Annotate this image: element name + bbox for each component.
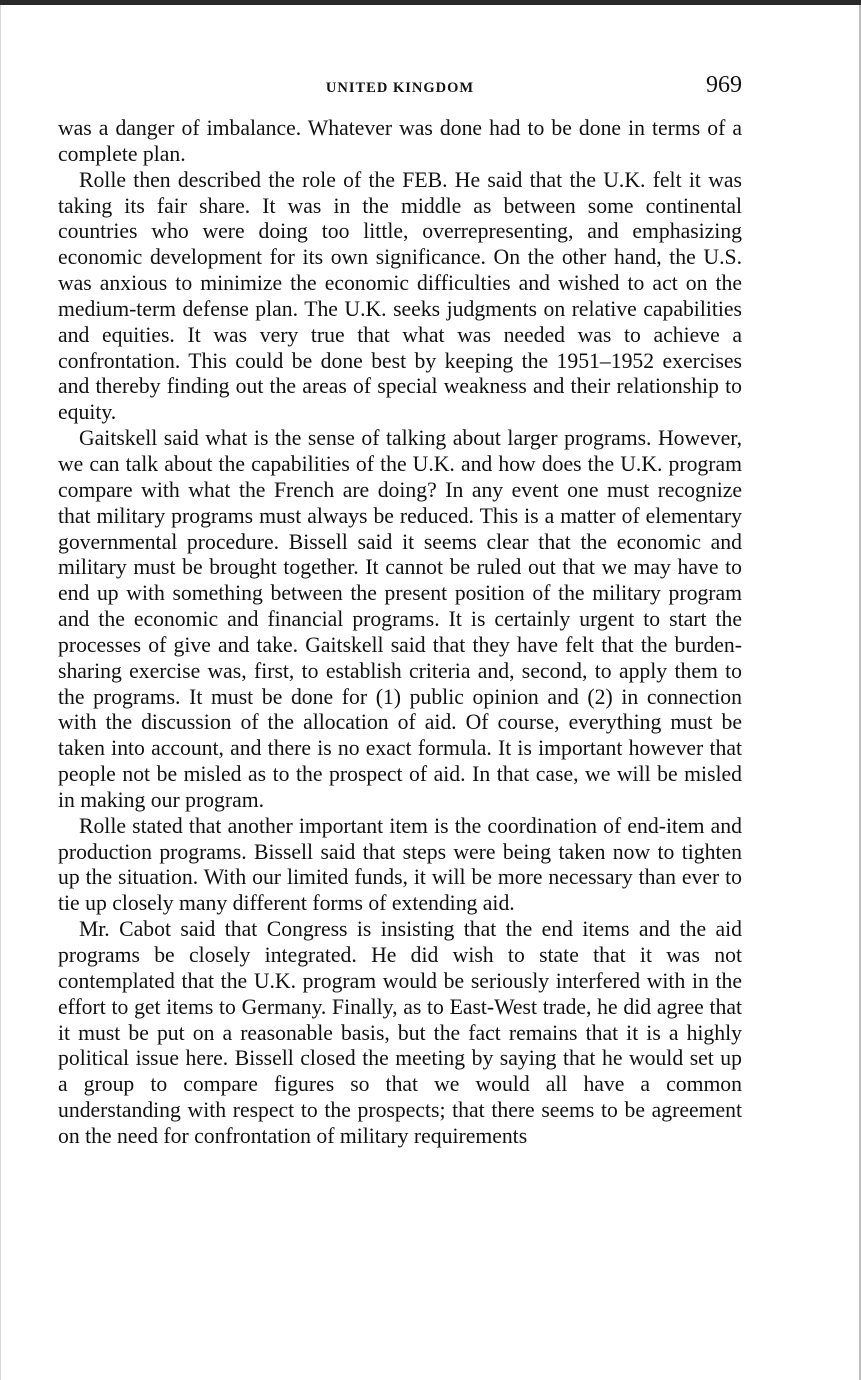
page-number: 969 bbox=[706, 72, 742, 98]
body-text bbox=[58, 116, 742, 1150]
paragraph-rolle-feb: Rolle then described the role of the FEB. He said that the U.K. felt it was taking its fair share. It was in the middle as between some continental countries who were doing too little, overrepresenting, and emphasizing economic development for its own significance. On the other hand, the U.S. was anxious to minimize the economic difficulties and wished to act on the medium-term defense plan. The U.K. seeks judgments on relative capabilities and equities. It was very true that what was needed was to achieve a confrontation. This could be done best by keeping the 1951–1952 exercises and thereby finding out the areas of special weakness and their relationship to equity. bbox=[58, 167, 742, 425]
page-top-edge bbox=[0, 0, 861, 5]
running-title: UNITED KINGDOM bbox=[325, 80, 475, 96]
paragraph-continued: was a danger of imbalance. Whatever was done had to be done in terms of a complete plan. bbox=[58, 116, 742, 166]
page-left-edge bbox=[0, 5, 1, 1380]
paragraph-gaitskell: Gaitskell said what is the sense of talking about larger programs. However, we can talk about the capabilities of the U.K. and how does the U.K. program compare with what the French are doing? In any event one must recognize that military programs must always be reduced. This is a matter of elementary governmental procedure. Bissell said it seems clear that the economic and military must be brought together. It cannot be ruled out that we may have to end up with something between the present position of the military program and the economic and financial programs. It is certainly urgent to start the processes of give and take. Gaitskell said that they have felt that the burden-sharing exercise was, first, to establish criteria and, second, to apply them to the programs. It must be done for (1) public opinion and (2) in connection with the discussion of the allocation of aid. Of course, everything must be taken into account, and there is no exact formula. It is important however that people not be misled as to the prospect of aid. In that case, we will be misled in making our program. bbox=[58, 426, 742, 812]
paragraph-cabot: Mr. Cabot said that Congress is insisting that the end items and the aid programs be closely integrated. He did wish to state that it was not contemplated that the U.K. program would be seriously interfered with in the effort to get items to Germany. Finally, as to East-West trade, he did agree that it must be put on a reasonable basis, but the fact remains that it is a highly political issue here. Bissell closed the meeting by saying that he would set up a group to compare figures so that we would all have a common understanding with respect to the prospects; that there seems to be agreement on the need for confrontation of military requirements bbox=[58, 917, 742, 1148]
running-head bbox=[58, 72, 742, 104]
paragraph-rolle-coordination: Rolle stated that another important item is the coordination of end-item and production programs. Bissell said that steps were being taken now to tighten up the situation. With our limited funds, it will be more necessary than ever to tie up closely many different forms of extending aid. bbox=[58, 813, 742, 916]
